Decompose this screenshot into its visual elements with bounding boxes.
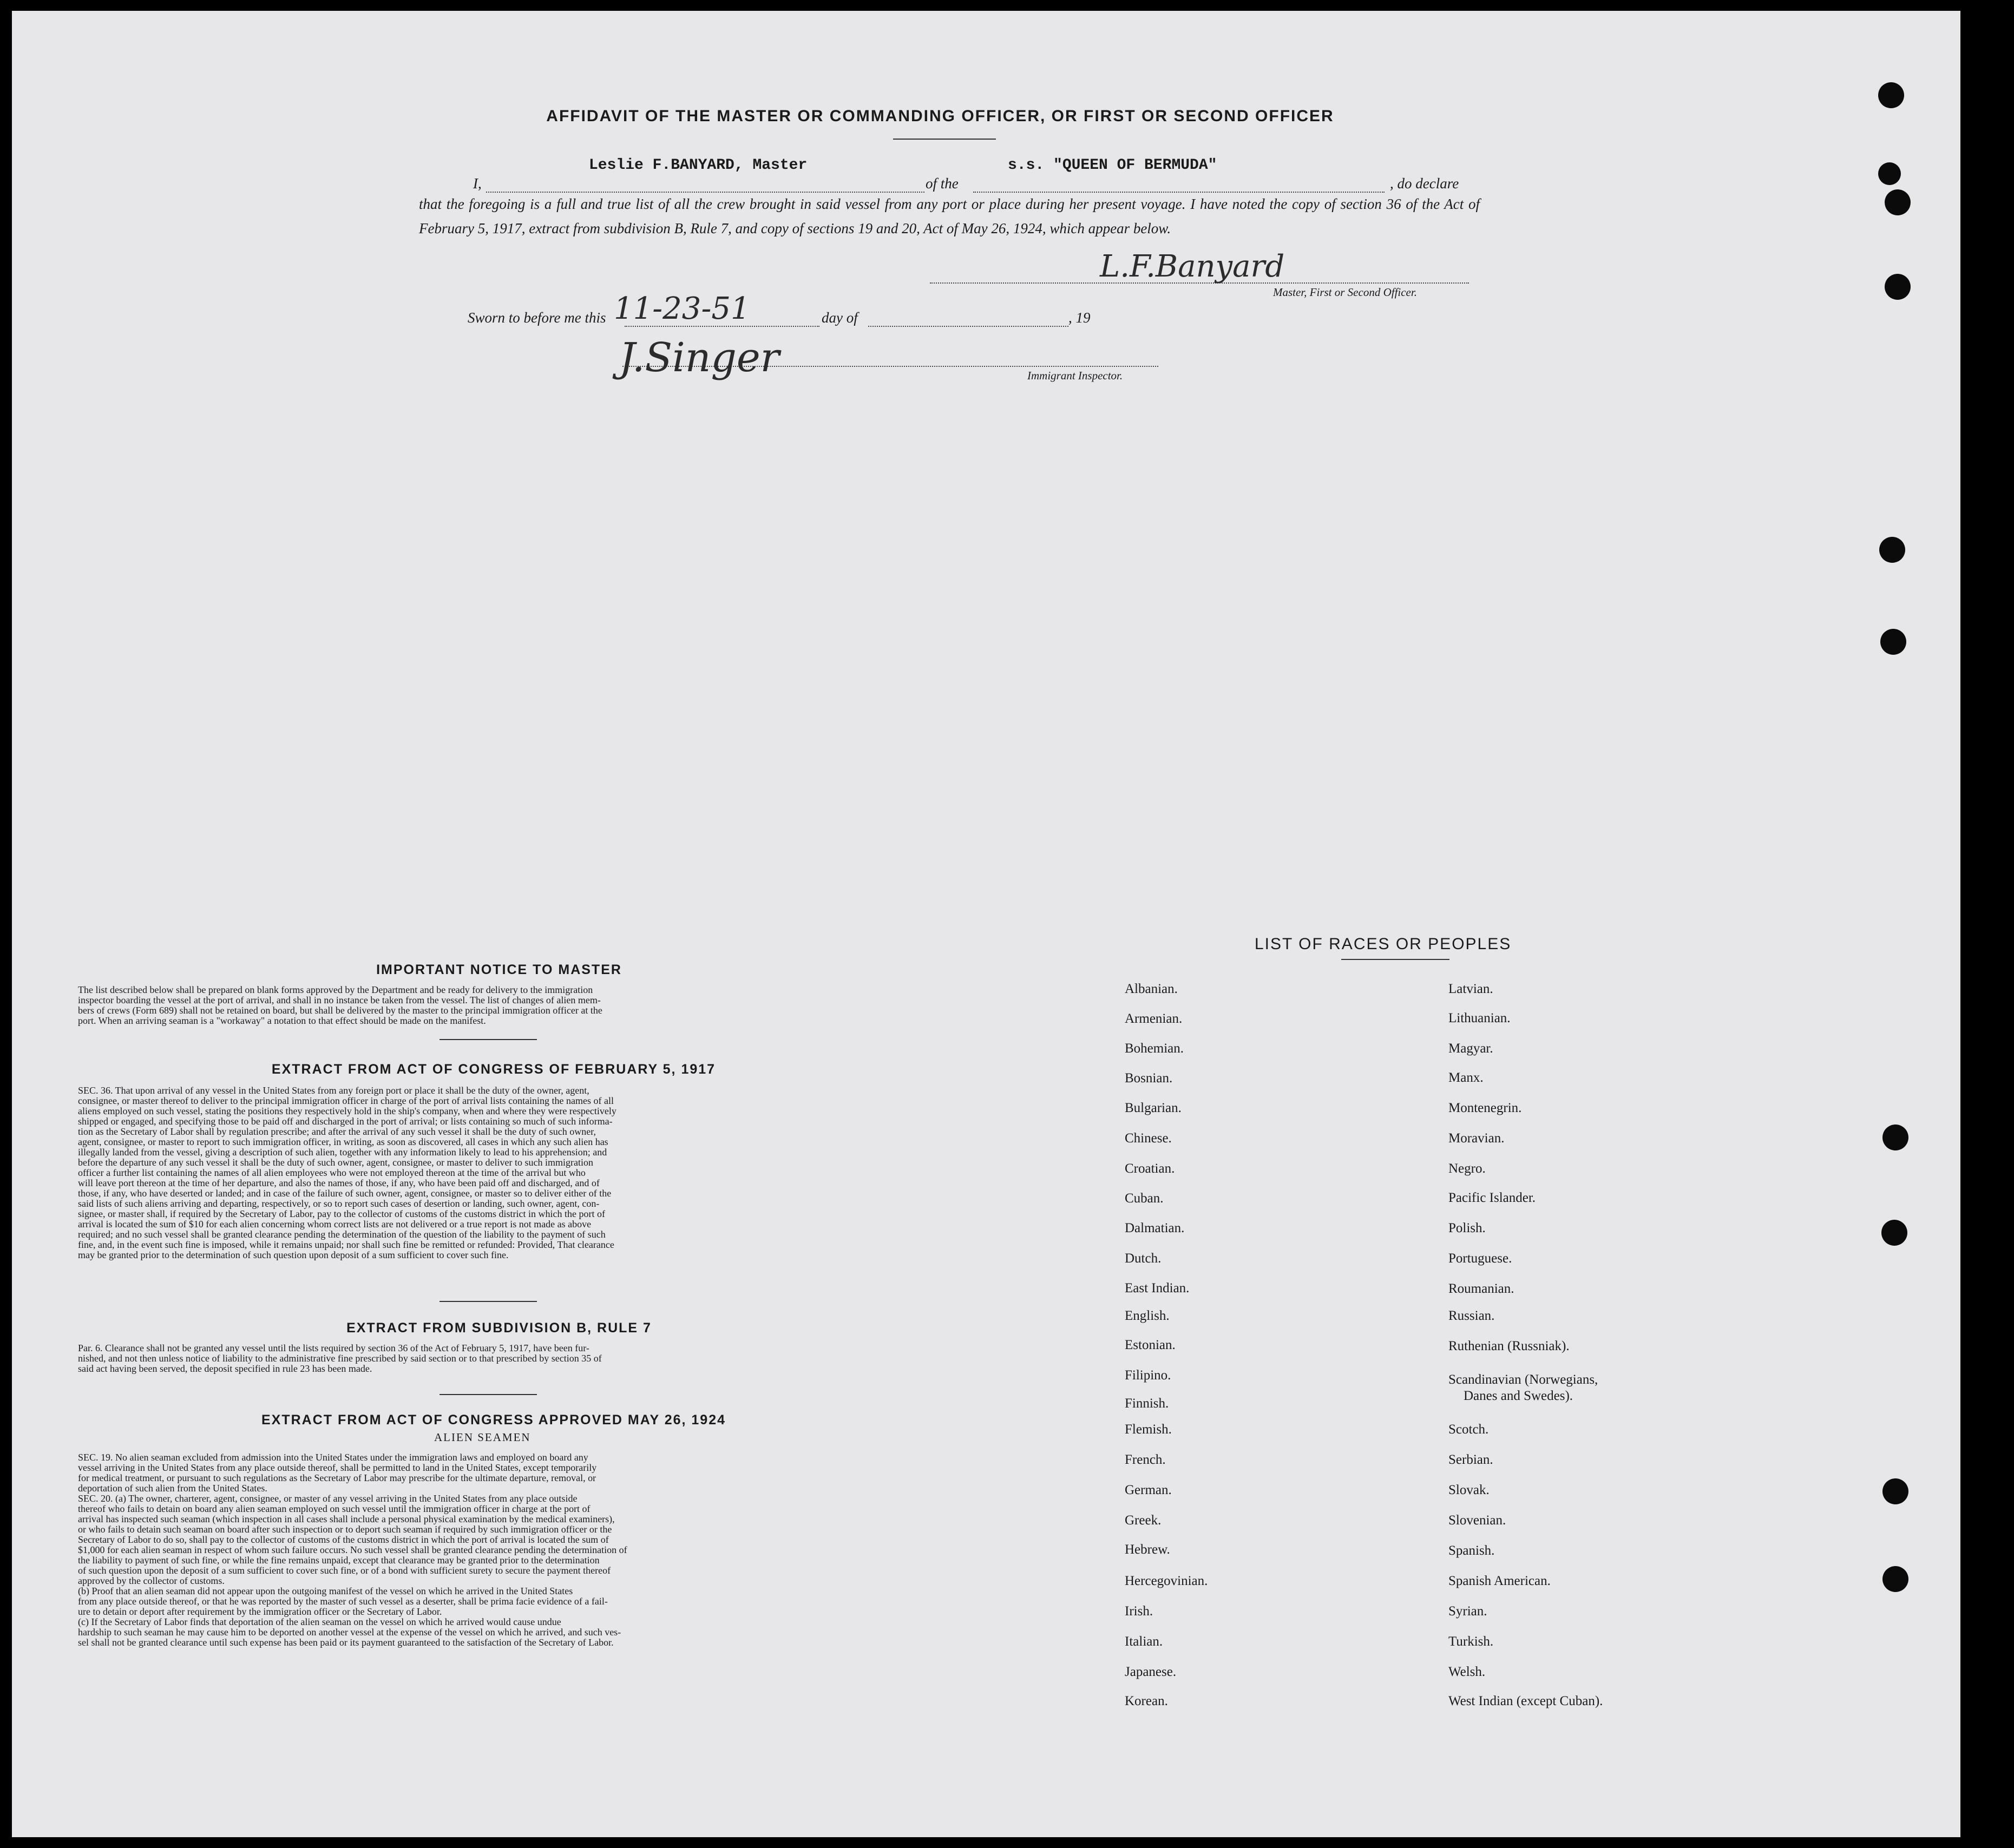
extract-1924-subtitle: ALIEN SEAMEN (434, 1431, 531, 1444)
race-item: Flemish. (1125, 1422, 1172, 1437)
race-item: Albanian. (1125, 982, 1178, 996)
race-item: Bohemian. (1125, 1041, 1184, 1056)
race-item: Greek. (1125, 1513, 1162, 1528)
race-item: Manx. (1448, 1070, 1484, 1085)
race-item: Ruthenian (Russniak). (1448, 1339, 1570, 1353)
document-page (12, 11, 1960, 1837)
punch-hole (1881, 1220, 1907, 1246)
extract-1917-title: EXTRACT FROM ACT OF CONGRESS OF FEBRUARY 5, 1917 (271, 1062, 716, 1077)
extract-1924-line: SEC. 19. No alien seaman excluded from admission into the United States under the immigration laws and employed on board any (78, 1452, 588, 1463)
race-item: Hercegovinian. (1125, 1574, 1208, 1588)
notice-title: IMPORTANT NOTICE TO MASTER (376, 962, 622, 977)
extract-1917-line: will leave port thereon at the time of her departure, and also the names of those, if any, who have been paid off and discharged, and of (78, 1178, 600, 1188)
extract-rule7-line: said act having been served, the deposit specified in rule 23 has been made. (78, 1363, 372, 1374)
notice-line: inspector boarding the vessel at the port of arrival, and shall in no instance be taken from the vessel. The list of changes of alien mem- (78, 995, 601, 1005)
race-item: Negro. (1448, 1161, 1486, 1176)
race-item: Scandinavian (Norwegians, (1448, 1372, 1598, 1387)
extract-1917-line: shipped or engaged, and specifying those to be paid off and discharged in the port of arrival; or lists containing so much of such informa- (78, 1116, 613, 1127)
extract-1924-line: deportation of such alien from the United States. (78, 1483, 267, 1494)
do-declare-label: , do declare (1390, 175, 1459, 192)
declaration-text: that the foregoing is a full and true list of all the crew brought in said vessel from any port or place during her present voyage. I have noted the copy of section 36 of the Act of February 5, 1917, extract from subdivision B, Rule 7, and copy of sections 19 and 20, Act of May 26, 1924, which appear below. (419, 196, 1480, 236)
section-divider (439, 1039, 537, 1040)
extract-1917-line: aliens employed on such vessel, stating the positions they respectively hold in the ship's company, when and where they were respectively (78, 1106, 616, 1116)
punch-hole (1880, 629, 1906, 655)
extract-1917-line: may be granted prior to the determination of such question upon deposit of a sum sufficient to cover such fine. (78, 1249, 509, 1260)
races-title: LIST OF RACES OR PEOPLES (1255, 935, 1512, 953)
notice-line: The list described below shall be prepared on blank forms approved by the Department and be ready for delivery to the immigration (78, 984, 593, 995)
declarant-prefix: I, (473, 175, 482, 192)
section-divider (439, 1394, 537, 1395)
extract-rule7-line: nished, and not then unless notice of liability to the administrative fine prescribed by said section or to that prescribed by section 35 of (78, 1353, 602, 1364)
extract-1924-line: (c) If the Secretary of Labor finds that deportation of the alien seaman on the vessel on which he arrived would cause undue (78, 1616, 561, 1627)
race-item: Roumanian. (1448, 1281, 1514, 1296)
extract-1917-line: signee, or master shall, if required by the Secretary of Labor, pay to the collector of customs of the customs district in which the port of (78, 1208, 606, 1219)
punch-hole (1882, 1124, 1908, 1150)
year-prefix: , 19 (1068, 310, 1091, 326)
race-item: Dutch. (1125, 1251, 1162, 1266)
race-item: Japanese. (1125, 1665, 1177, 1679)
extract-1917-line: arrival is located the sum of $10 for each alien concerning whom correct lists are not delivered or a true report is not made as above (78, 1219, 592, 1229)
notice-text (78, 985, 894, 1026)
race-item: Lithuanian. (1448, 1011, 1511, 1025)
extract-1917-line: required; and no such vessel shall be granted clearance pending the determination of the question of the liability to the payment of such (78, 1229, 606, 1240)
extract-1917-line: illegally landed from the vessel, giving a description of such alien, together with any information likely to lead to his apprehension; and (78, 1147, 607, 1158)
vessel-name: s.s. "QUEEN OF BERMUDA" (1008, 157, 1217, 174)
extract-1924-text (78, 1452, 894, 1648)
extract-1917-line: SEC. 36. That upon arrival of any vessel in the United States from any foreign port or place it shall be the duty of the owner, agent, (78, 1085, 589, 1096)
extract-rule7-line: Par. 6. Clearance shall not be granted any vessel until the lists required by section 36 of the Act of February 5, 1917, have been fur- (78, 1343, 589, 1353)
punch-hole (1879, 537, 1905, 563)
race-item: Slovak. (1448, 1483, 1490, 1497)
race-item: English. (1125, 1308, 1170, 1323)
race-item: Bulgarian. (1125, 1101, 1182, 1115)
extract-1917-line: consignee, or master thereof to deliver to the principal immigration officer in charge of the port of arrival lists containing the names of all (78, 1095, 614, 1106)
extract-1924-line: Secretary of Labor to do so, shall pay to the collector of customs of the customs district in which the port of arrival is located the sum of (78, 1534, 609, 1545)
sworn-date: 11-23-51 (614, 291, 750, 326)
race-item: Montenegrin. (1448, 1101, 1522, 1115)
punch-hole (1878, 82, 1904, 108)
extract-1924-line: vessel arriving in the United States from any place outside thereof, shall be permitted to land in the United States, except temporarily (78, 1462, 597, 1473)
extract-1917-line: said lists of such aliens arriving and departing, respectively, or so to report such cases of desertion or landing, such owner, agent, con- (78, 1198, 600, 1209)
race-item: Moravian. (1448, 1131, 1505, 1146)
day-of-label: day of (822, 310, 858, 326)
punch-hole (1878, 162, 1901, 185)
punch-hole (1885, 189, 1911, 215)
extract-1924-line: for medical treatment, or pursuant to such regulations as the Secretary of Labor may prescribe for the ultimate departure, removal, or (78, 1472, 596, 1483)
race-item: Slovenian. (1448, 1513, 1506, 1528)
race-item: Scotch. (1448, 1422, 1489, 1437)
month-blank (868, 326, 1068, 327)
race-item: Russian. (1448, 1308, 1495, 1323)
race-item: Estonian. (1125, 1338, 1176, 1352)
extract-1924-line: thereof who fails to detain on board any alien seaman employed on such vessel until the immigration officer in charge at the port of (78, 1503, 591, 1514)
race-item: Bosnian. (1125, 1071, 1173, 1086)
extract-1924-line: ure to detain or deport after requirement by the immigration officer or the Secretary of Labor. (78, 1606, 442, 1617)
race-item: Korean. (1125, 1694, 1168, 1708)
race-item: Danes and Swedes). (1464, 1389, 1573, 1403)
extract-1924-line: the liability to payment of such fine, or while the fine remains unpaid, except that clearance may be granted prior to the determination (78, 1555, 600, 1566)
race-item: French. (1125, 1452, 1166, 1467)
extract-1917-line: before the departure of any such vessel it shall be the duty of such owner, agent, consignee, or master to deliver to such immigration (78, 1157, 593, 1168)
race-item: Finnish. (1125, 1396, 1169, 1411)
extract-rule7-title: EXTRACT FROM SUBDIVISION B, RULE 7 (346, 1320, 652, 1336)
race-item: Cuban. (1125, 1191, 1164, 1206)
extract-1924-line: or who fails to detain such seaman on board after such inspection or to deport such seaman if required by such immigration officer or the (78, 1524, 612, 1535)
section-divider (439, 1301, 537, 1302)
race-item: Latvian. (1448, 982, 1493, 996)
punch-hole (1882, 1566, 1908, 1592)
master-signer-caption: Master, First or Second Officer. (1273, 286, 1417, 299)
extract-1924-line: hardship to such seaman he may cause him to be deported on another vessel at the expense of the vessel on which he arrived, and such ves- (78, 1627, 621, 1637)
race-item: Magyar. (1448, 1041, 1493, 1056)
race-item: East Indian. (1125, 1281, 1190, 1295)
extract-1924-line: from any place outside thereof, or that he was reported by the master of such vessel as a deserter, shall be prima facie evidence of a fail- (78, 1596, 608, 1607)
race-item: Welsh. (1448, 1665, 1486, 1679)
affidavit-title: AFFIDAVIT OF THE MASTER OR COMMANDING OFFICER, OR FIRST OR SECOND OFFICER (546, 107, 1334, 125)
extract-1924-line: SEC. 20. (a) The owner, charterer, agent, consignee, or master of any vessel arriving in the United States from any place outside (78, 1493, 578, 1504)
race-item: Filipino. (1125, 1368, 1171, 1383)
race-item: Dalmatian. (1125, 1221, 1185, 1235)
race-item: Syrian. (1448, 1604, 1487, 1619)
extract-rule7-text (78, 1343, 894, 1374)
extract-1917-line: agent, consignee, or master to report to such immigration officer, in writing, as soon as discovered, all cases in which any such alien has (78, 1136, 608, 1147)
race-item: Turkish. (1448, 1634, 1494, 1649)
race-item: Pacific Islander. (1448, 1191, 1536, 1205)
sworn-prefix: Sworn to before me this (468, 310, 606, 326)
race-item: German. (1125, 1483, 1172, 1497)
extract-1924-title: EXTRACT FROM ACT OF CONGRESS APPROVED MAY 26, 1924 (261, 1412, 726, 1428)
race-item: Italian. (1125, 1634, 1163, 1649)
extract-1917-line: officer a further list containing the names of all alien employees who were not employed thereon at the time of the arrival but who (78, 1167, 586, 1178)
notice-line: bers of crews (Form 689) shall not be retained on board, but shall be delivered by the master to the principal immigration officer at the (78, 1005, 602, 1016)
of-the-label: of the (926, 175, 959, 192)
extract-1917-line: fine, and, in the event such fine is imposed, while it remains unpaid; nor shall such fine be remitted or refunded: Provided, That clearance (78, 1239, 614, 1250)
extract-1917-line: tion as the Secretary of Labor shall by regulation prescribe; and after the arrival of any such vessel it shall be the duty of such owner, (78, 1126, 596, 1137)
master-name: Leslie F.BANYARD, Master (589, 157, 808, 174)
race-item: Serbian. (1448, 1452, 1493, 1467)
race-item: Chinese. (1125, 1131, 1172, 1146)
race-item: Armenian. (1125, 1011, 1183, 1026)
extract-1917-line: those, if any, who have deserted or landed; and in case of the failure of such owner, agent, consignee, or master so to deliver either of the (78, 1188, 612, 1199)
races-divider (1341, 959, 1449, 960)
race-item: West Indian (except Cuban). (1448, 1694, 1603, 1708)
race-item: Polish. (1448, 1221, 1486, 1235)
notice-line: port. When an arriving seaman is a "workaway" a notation to that effect should be made on the manifest. (78, 1015, 486, 1026)
race-item: Hebrew. (1125, 1542, 1170, 1557)
extract-1924-line: (b) Proof that an alien seaman did not appear upon the outgoing manifest of the vessel on which he arrived in the United States (78, 1586, 573, 1596)
extract-1924-line: approved by the collector of customs. (78, 1575, 225, 1586)
punch-hole (1885, 274, 1911, 300)
inspector-caption: Immigrant Inspector. (1027, 369, 1123, 382)
title-divider (893, 139, 996, 140)
extract-1917-text (78, 1086, 894, 1260)
race-item: Croatian. (1125, 1161, 1175, 1176)
master-signature: L.F.Banyard (1100, 249, 1285, 284)
race-item: Spanish. (1448, 1543, 1495, 1558)
race-item: Portuguese. (1448, 1251, 1512, 1266)
race-item: Irish. (1125, 1604, 1153, 1619)
inspector-signature: J.Singer (619, 334, 779, 381)
extract-1924-line: $1,000 for each alien seaman in respect of whom such failure occurs. No such vessel shall be granted clearance pending the determination of (78, 1544, 627, 1555)
extract-1924-line: arrival has inspected such seaman (which inspection in all cases shall include a personal physical examination by the medical examiners), (78, 1514, 615, 1524)
punch-hole (1882, 1478, 1908, 1504)
race-item: Spanish American. (1448, 1574, 1551, 1588)
extract-1924-line: sel shall not be granted clearance until such expense has been paid or its payment guaranteed to the satisfaction of the Secretary of Labor. (78, 1637, 614, 1648)
extract-1924-line: of such question upon the deposit of a sum sufficient to cover such fine, or of a bond with sufficient surety to secure the payment thereof (78, 1565, 611, 1576)
